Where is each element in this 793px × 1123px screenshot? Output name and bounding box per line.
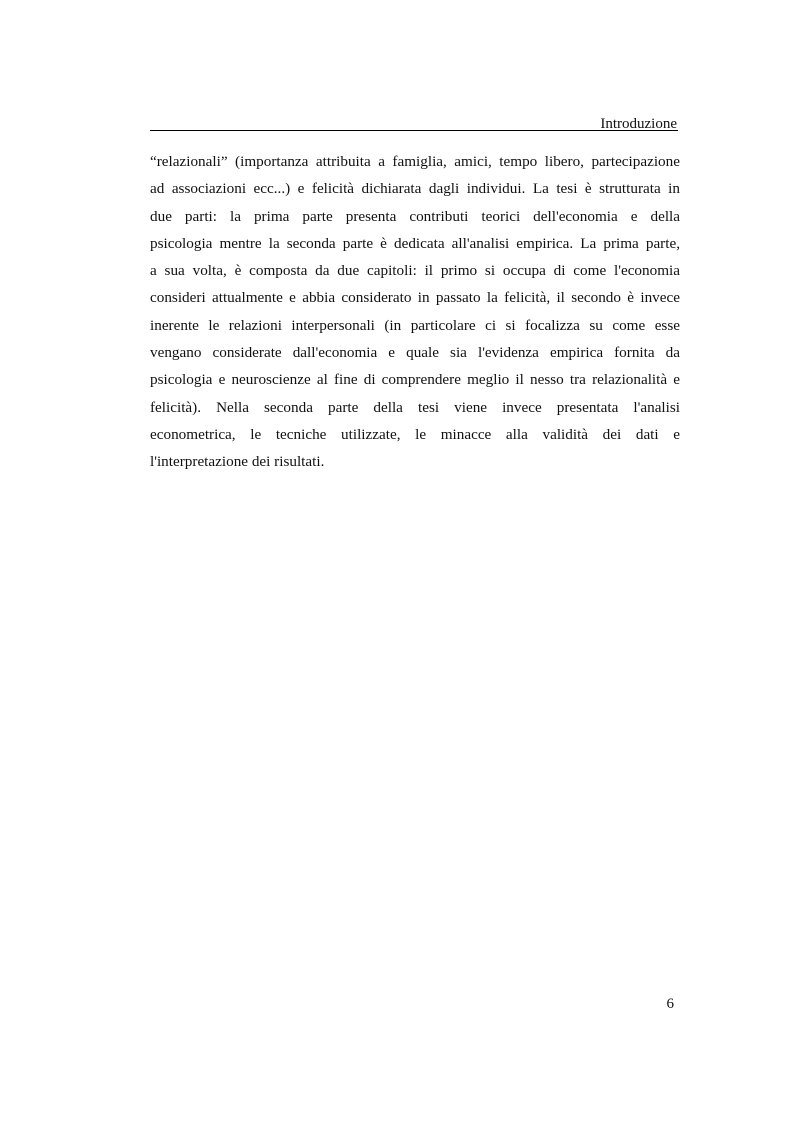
text-line: a sua volta, è composta da due capitoli: il primo si occupa di come l'economia (150, 262, 680, 280)
text-line: ad associazioni ecc...) e felicità dichiarata dagli individui. La tesi è strutturata in (150, 180, 680, 198)
text-line: econometrica, le tecniche utilizzate, le minacce alla validità dei dati e (150, 425, 680, 443)
text-line: l'interpretazione dei risultati. (150, 453, 325, 471)
text-line: inerente le relazioni interpersonali (in particolare ci si focalizza su come esse (150, 316, 680, 334)
text-line: felicità). Nella seconda parte della tesi viene invece presentata l'analisi (150, 398, 680, 416)
text-line: psicologia mentre la seconda parte è dedicata all'analisi empirica. La prima parte, (150, 234, 680, 252)
text-line: psicologia e neuroscienze al fine di comprendere meglio il nesso tra relazionalità e (150, 371, 680, 389)
text-line: vengano considerate dall'economia e quale sia l'evidenza empirica fornita da (150, 344, 680, 362)
running-header-title: Introduzione (600, 116, 677, 132)
header-rule (150, 130, 678, 131)
text-line: due parti: la prima parte presenta contributi teorici dell'economia e della (150, 207, 680, 225)
text-line: “relazionali” (importanza attribuita a famiglia, amici, tempo libero, partecipazione (150, 153, 680, 170)
text-line: consideri attualmente e abbia considerato in passato la felicità, il secondo è invece (150, 289, 680, 307)
page-number: 6 (666, 996, 674, 1012)
body-paragraph (150, 148, 680, 476)
